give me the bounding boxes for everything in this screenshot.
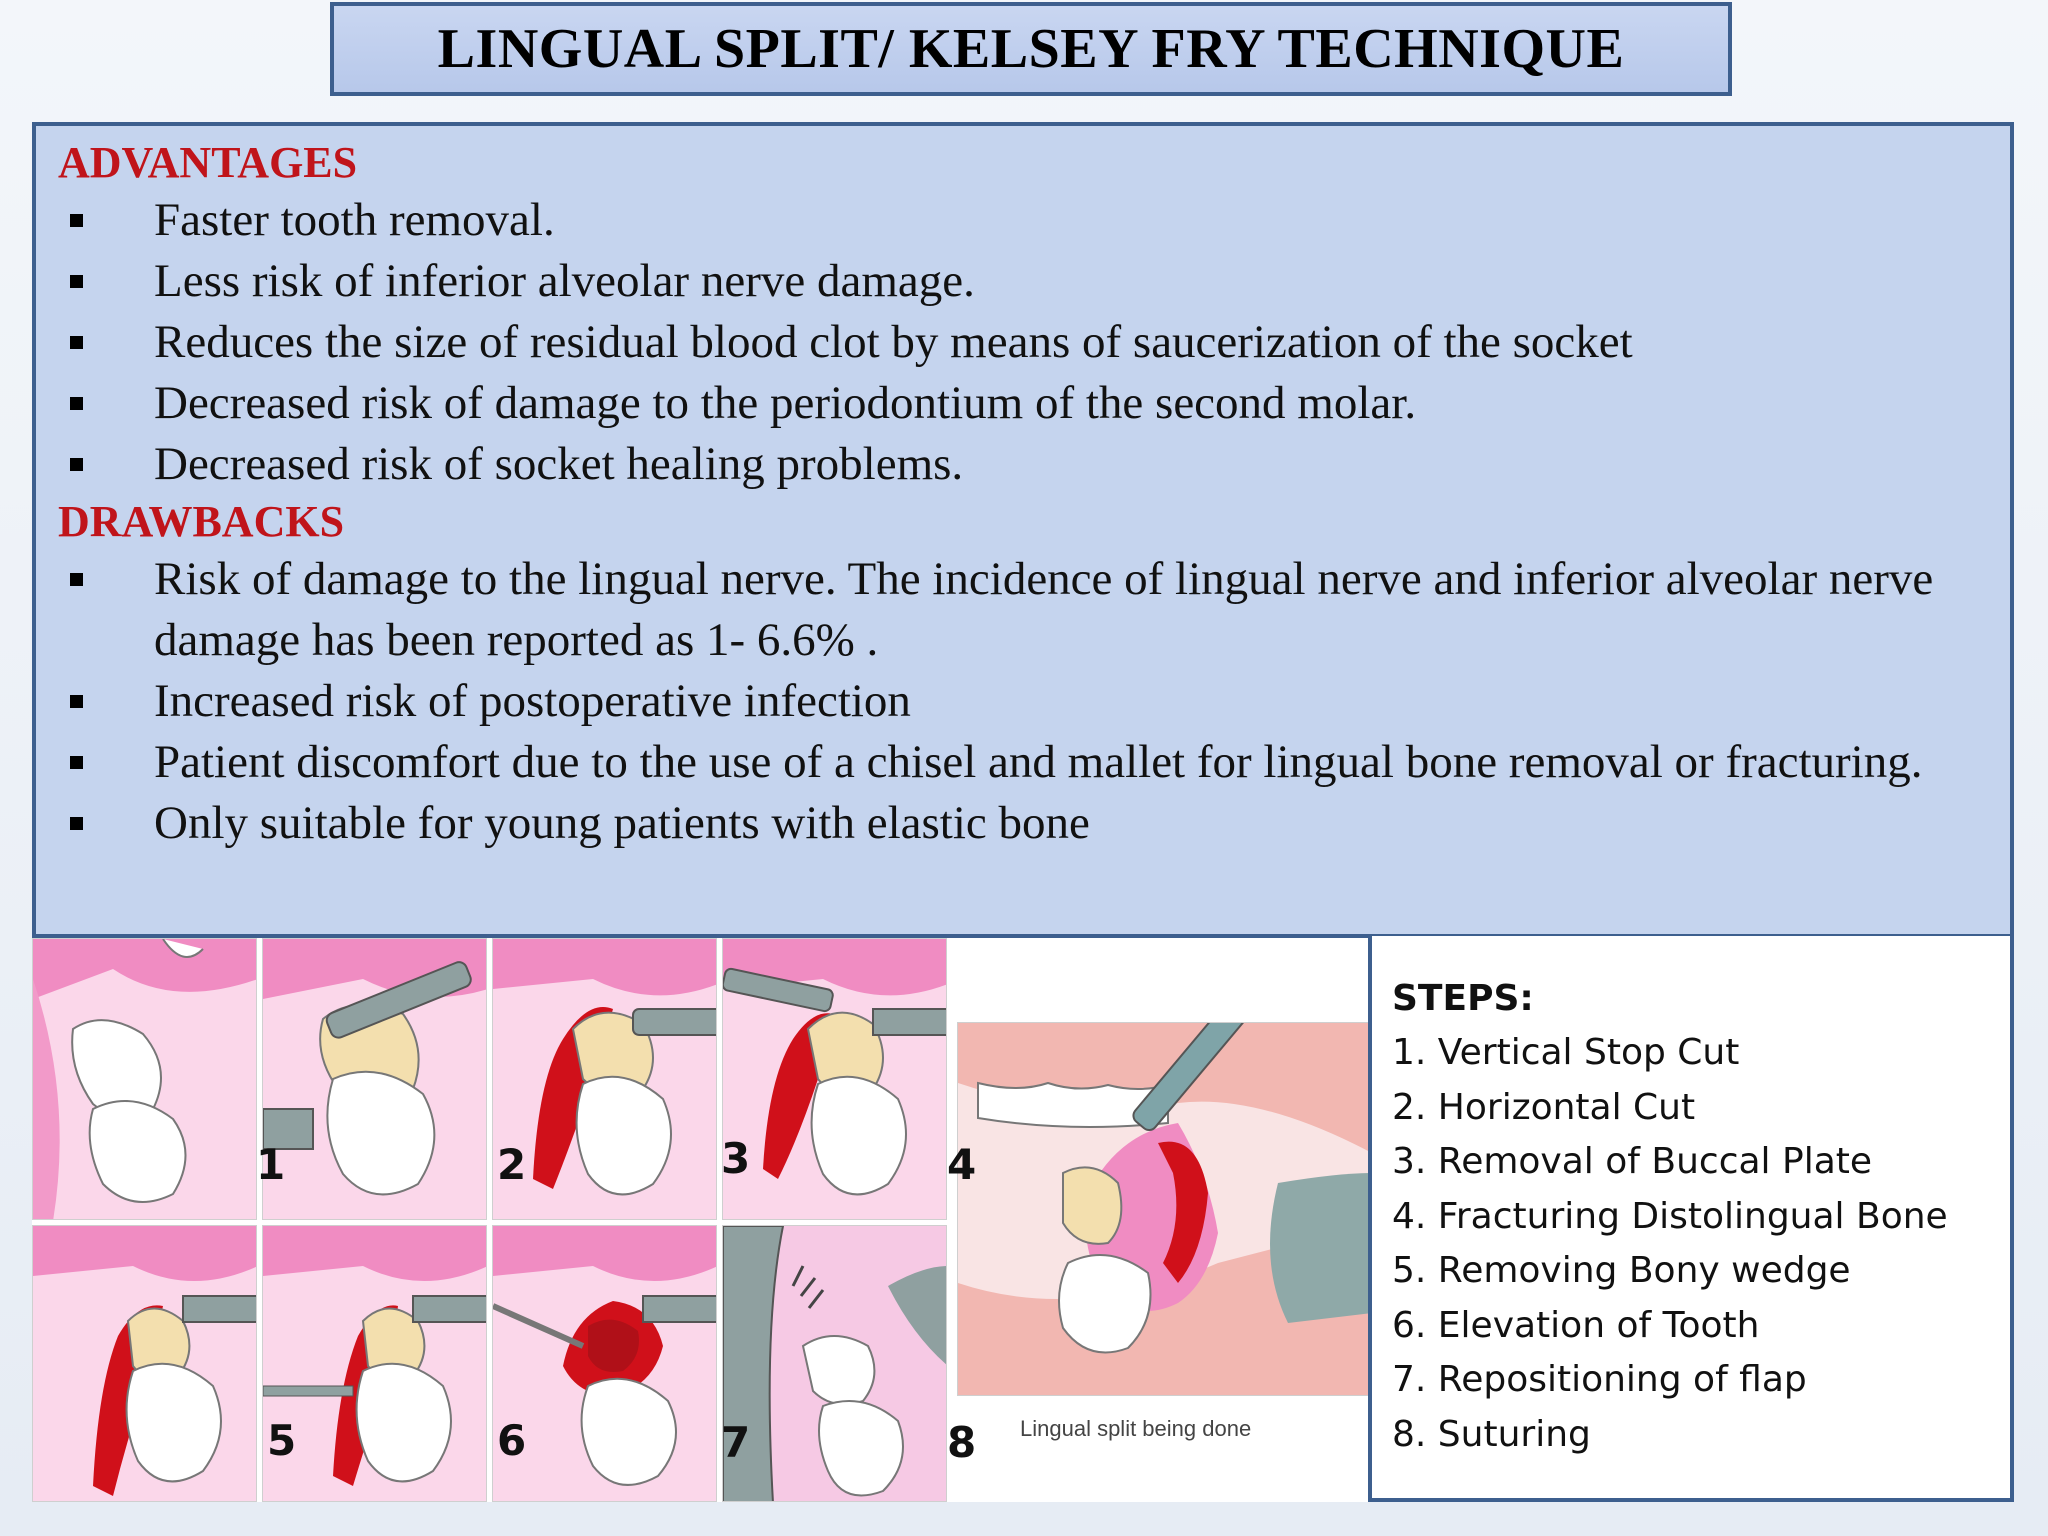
step-item: 2. Horizontal Cut — [1392, 1086, 1696, 1128]
panel-number: 8 — [947, 1418, 977, 1467]
bullet-square-icon — [70, 214, 83, 227]
list-item: Patient discomfort due to the use of a chisel and mallet for lingual bone removal or fracturing. — [58, 732, 1990, 793]
illustration-panel-intro — [32, 938, 257, 1220]
bullet-square-icon — [70, 397, 83, 410]
illustration-panel-5a — [32, 1225, 257, 1502]
list-item: Less risk of inferior alveolar nerve damage. — [58, 251, 1990, 312]
step-item: 8. Suturing — [1392, 1413, 1591, 1455]
info-panel — [32, 122, 2014, 938]
bullet-square-icon — [70, 336, 83, 349]
advantages-list — [58, 190, 1990, 495]
illustration-panel-4 — [957, 1022, 1371, 1396]
bullet-square-icon — [70, 275, 83, 288]
panel-number: 3 — [721, 1134, 751, 1183]
panel-number: 6 — [497, 1416, 527, 1465]
panel-number: 2 — [497, 1140, 527, 1189]
step-item: 5. Removing Bony wedge — [1392, 1250, 1851, 1291]
steps-title: STEPS: — [1392, 978, 1534, 1019]
steps-panel — [1368, 936, 2014, 1502]
step-item: 4. Fracturing Distolingual Bone — [1392, 1195, 1948, 1237]
step-item: 3. Removal of Buccal Plate — [1392, 1141, 1873, 1182]
illustration-panel-1 — [262, 938, 487, 1220]
list-item: Decreased risk of socket healing problems. — [58, 434, 1990, 495]
panel-number: 5 — [267, 1416, 297, 1465]
illustration-panel-3 — [722, 938, 947, 1220]
drawbacks-heading: DRAWBACKS — [58, 497, 345, 546]
list-item: Risk of damage to the lingual nerve. The incidence of lingual nerve and inferior alveolar nerve damage has been reported as 1- 6.6% . — [58, 549, 1990, 671]
bullet-square-icon — [70, 573, 83, 586]
title-banner — [330, 2, 1732, 96]
bullet-square-icon — [70, 695, 83, 708]
list-item: Reduces the size of residual blood clot by means of saucerization of the socket — [58, 312, 1990, 373]
step-item: 6. Elevation of Tooth — [1392, 1304, 1760, 1346]
illustration-panel-7 — [722, 1225, 947, 1502]
list-item: Decreased risk of damage to the periodontium of the second molar. — [58, 373, 1990, 434]
step-item: 7. Repositioning of flap — [1392, 1359, 1807, 1400]
bullet-square-icon — [70, 817, 83, 830]
bullet-square-icon — [70, 756, 83, 769]
panel-number: 1 — [256, 1140, 286, 1189]
figure-caption: Lingual split being done — [1020, 1416, 1252, 1441]
list-item: Only suitable for young patients with elastic bone — [58, 793, 1990, 854]
drawbacks-list — [58, 549, 1990, 854]
advantages-heading: ADVANTAGES — [58, 138, 358, 187]
bullet-square-icon — [70, 458, 83, 471]
step-item: 1. Vertical Stop Cut — [1392, 1032, 1740, 1073]
list-item: Faster tooth removal. — [58, 190, 1990, 251]
list-item: Increased risk of postoperative infection — [58, 671, 1990, 732]
slide-title: LINGUAL SPLIT/ KELSEY FRY TECHNIQUE — [437, 18, 1625, 80]
steps-list — [1392, 1026, 2010, 1462]
panel-number: 4 — [947, 1140, 977, 1189]
panel-number: 7 — [721, 1418, 751, 1467]
